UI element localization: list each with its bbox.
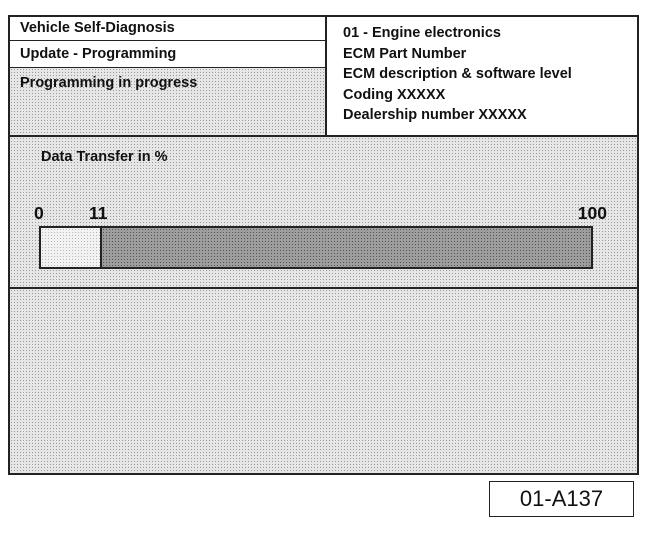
data-transfer-title: Data Transfer in % (41, 149, 168, 165)
ecm-description: ECM description & software level (343, 66, 572, 82)
coding-value: Coding XXXXX (343, 86, 446, 103)
dealership-number: Dealership number XXXXX (343, 107, 527, 123)
data-transfer-panel (10, 135, 637, 289)
ecm-part-number: ECM Part Number (343, 45, 467, 62)
header-left-panel (10, 17, 327, 135)
progress-bar-completed (41, 228, 102, 267)
sub-function-label: Update - Programming (10, 41, 325, 68)
diagnostic-screen (8, 15, 639, 475)
message-area (10, 289, 637, 473)
progress-bar-remaining (102, 228, 591, 267)
progress-min-label: 0 (34, 203, 44, 223)
progress-max-label: 100 (577, 203, 607, 223)
progress-current-label: 11 (89, 203, 108, 223)
function-title: Vehicle Self-Diagnosis (10, 17, 325, 41)
figure-reference: 01-A137 (489, 481, 634, 517)
control-module-address: 01 - Engine electronics (343, 25, 501, 41)
status-message: Programming in progress (10, 68, 325, 135)
header-right-panel (327, 17, 637, 135)
progress-bar (39, 226, 593, 269)
